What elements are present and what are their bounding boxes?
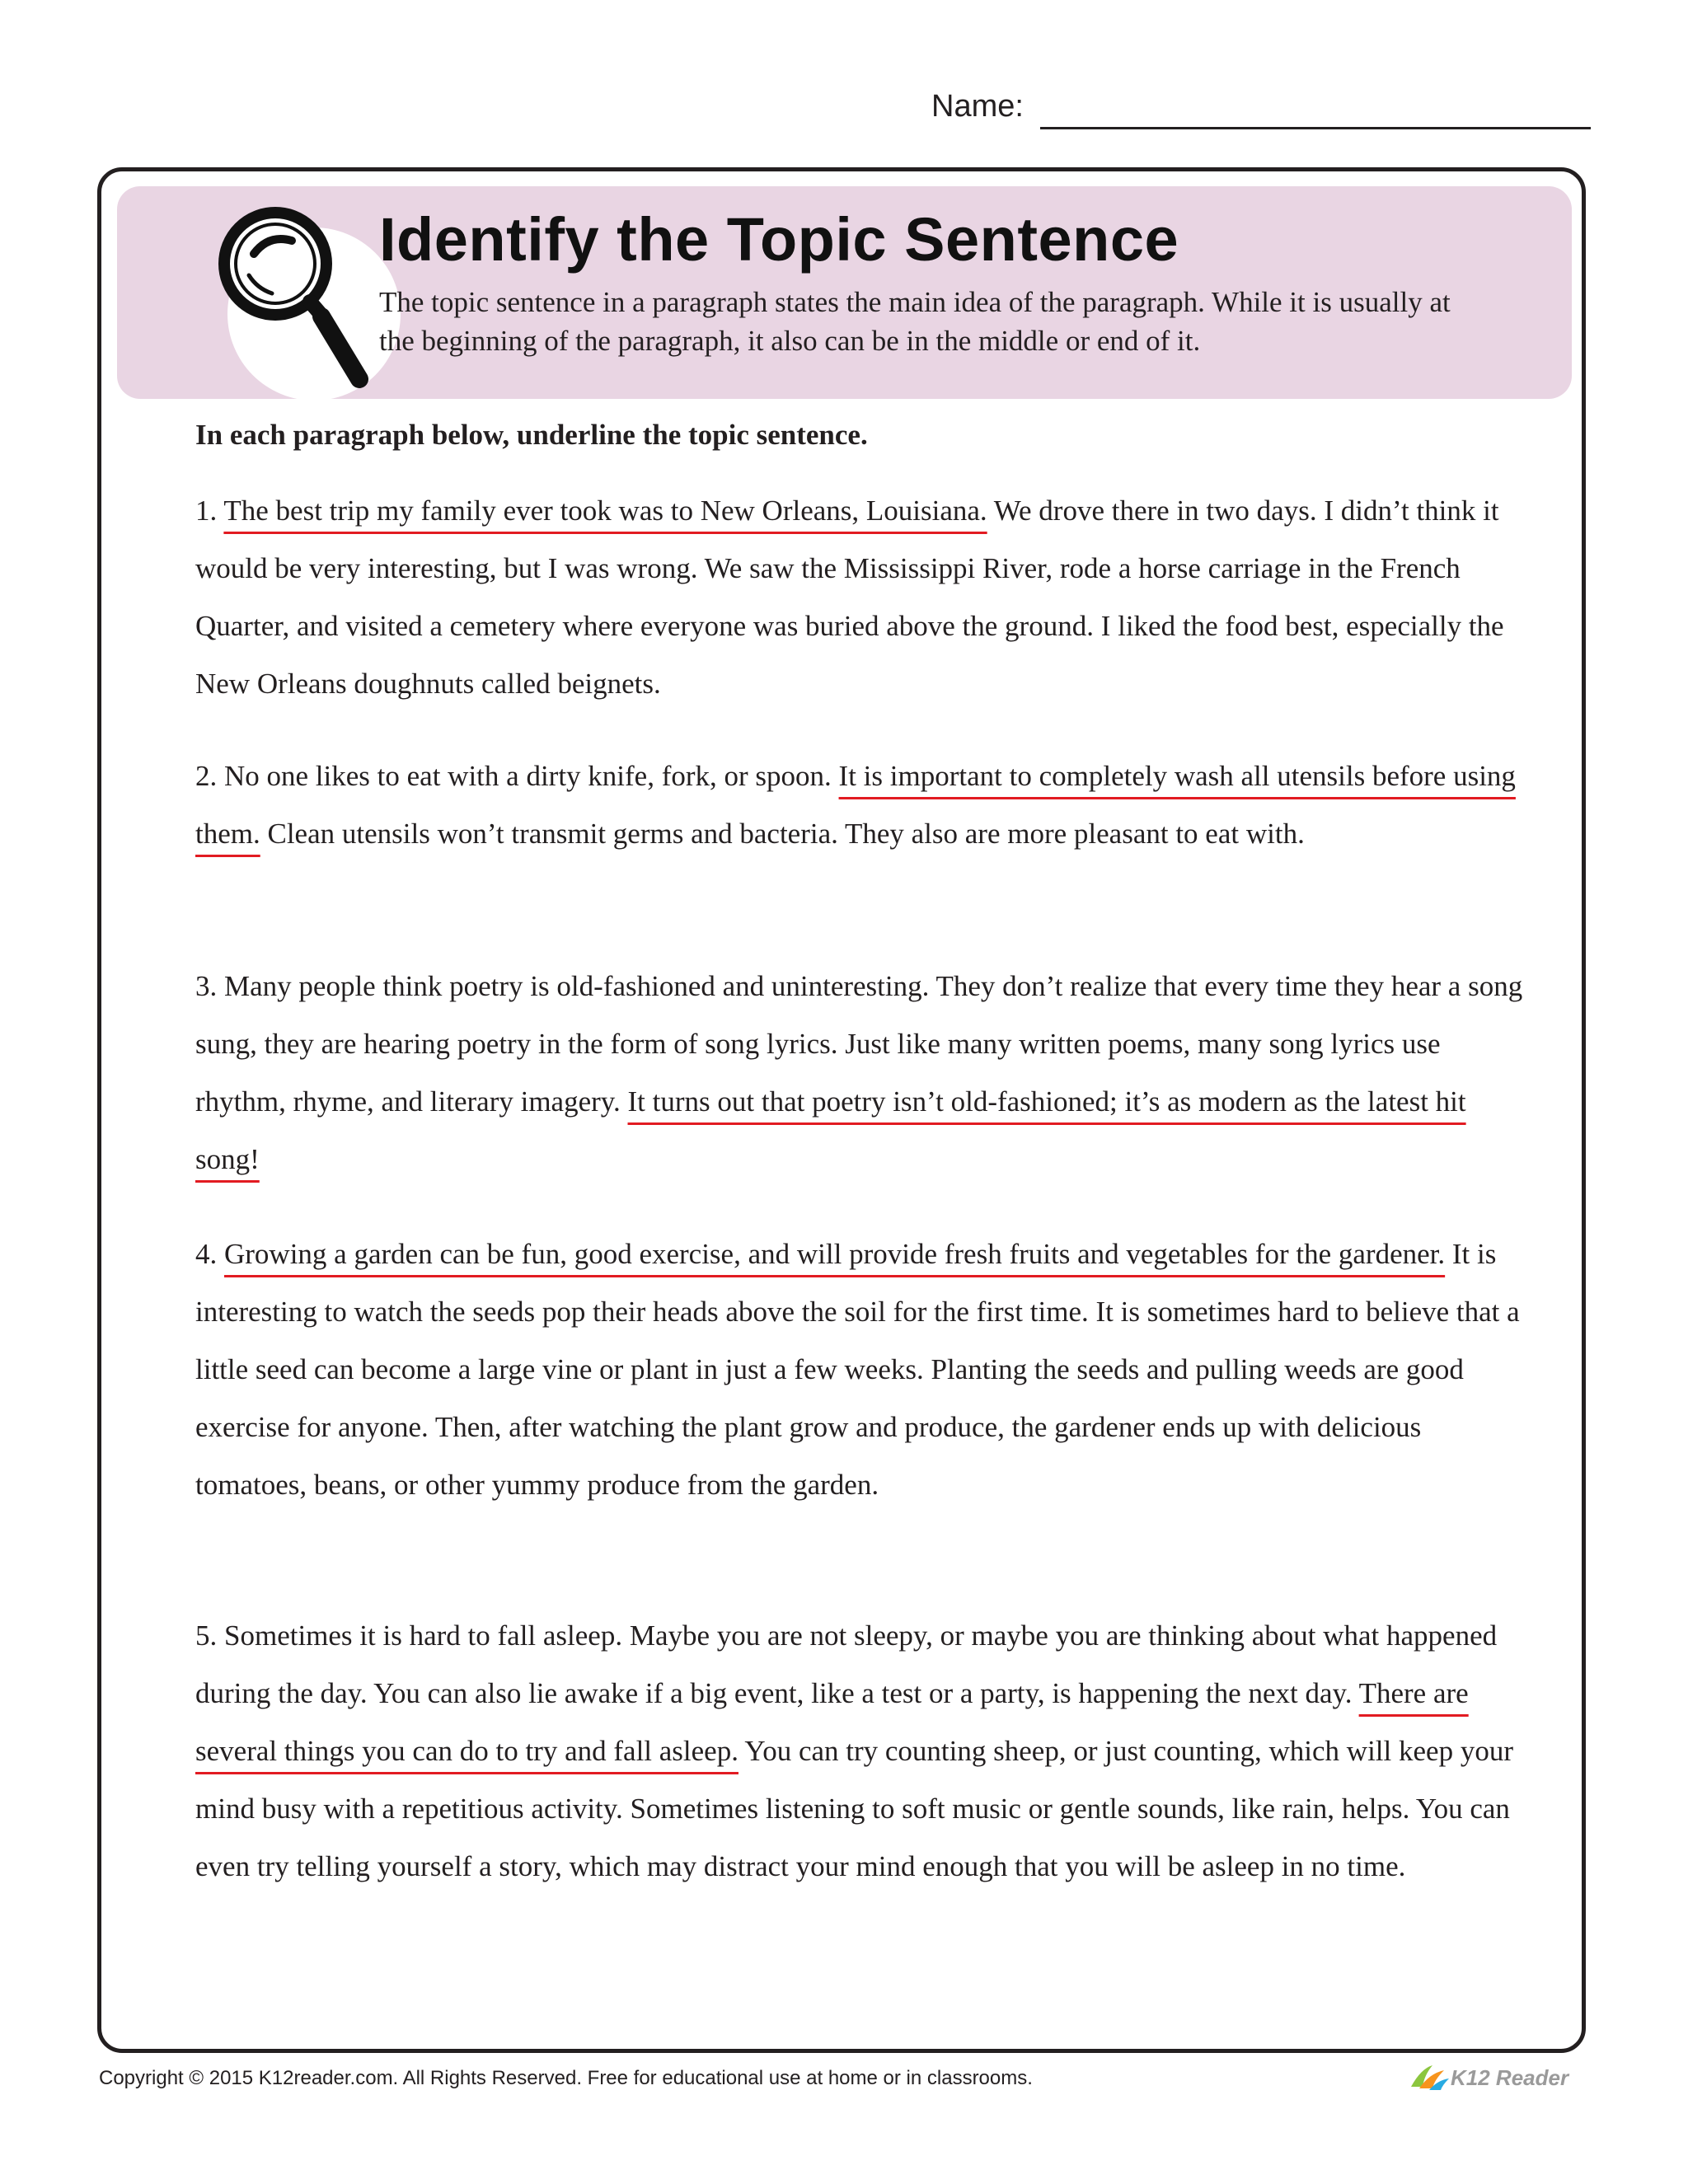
paragraph-text-after: We drove there in two days. I didn’t think it would be very interesting, but I was wrong. We saw the Mississippi River, rode a horse carriage in the French Quarter, and visited a cemetery where everyone was buried above the ground. I liked the food best, especially the New Orleans doughnuts called beignets.: [195, 494, 1504, 700]
topic-sentence-underlined[interactable]: There are several things you can do to try and fall asleep.: [195, 1677, 1469, 1767]
paragraph-2: [195, 748, 1531, 863]
paragraph-number: 2.: [195, 760, 224, 792]
name-blank-line[interactable]: [1040, 127, 1591, 129]
paragraph-text-after: You can try counting sheep, or just counting, which will keep your mind busy with a repetitious activity. Sometimes listening to soft music or gentle sounds, like rain, helps. You can even try telling yourself a story, which may distract your mind enough that you will be asleep in no time.: [195, 1735, 1513, 1882]
paragraph-number: 4.: [195, 1238, 224, 1270]
topic-sentence-underlined[interactable]: It turns out that poetry isn’t old-fashioned; it’s as modern as the latest hit song!: [195, 1085, 1466, 1175]
paragraph-1: [195, 482, 1531, 713]
intro-text: The topic sentence in a paragraph states the main idea of the paragraph. While it is usually at the beginning of the paragraph, it also can be in the middle or end of it.: [379, 286, 1451, 357]
topic-sentence-underlined[interactable]: Growing a garden can be fun, good exercise, and will provide fresh fruits and vegetables for the gardener.: [224, 1238, 1446, 1270]
paragraph-number: 3.: [195, 970, 224, 1002]
name-label: Name:: [931, 89, 1024, 124]
paragraph-4: [195, 1226, 1531, 1514]
instruction-text: In each paragraph below, underline the topic sentence.: [195, 419, 868, 451]
page-title: Identify the Topic Sentence: [379, 205, 1179, 274]
paragraph-number: 1.: [195, 494, 224, 527]
name-field[interactable]: [931, 89, 1591, 138]
paragraph-text-before: No one likes to eat with a dirty knife, fork, or spoon.: [224, 760, 839, 792]
topic-sentence-underlined[interactable]: The best trip my family ever took was to New Orleans, Louisiana.: [223, 494, 987, 527]
paragraph-text-before: Many people think poetry is old-fashioned and uninteresting. They don’t realize that every time they hear a song sung, they are hearing poetry in the form of song lyrics. Just like many written poems, many song lyrics use rhythm, rhyme, and literary imagery.: [195, 970, 1523, 1118]
topic-sentence-underlined[interactable]: It is important to completely wash all utensils before using them.: [195, 760, 1516, 850]
paragraph-5: [195, 1607, 1531, 1896]
book-leaf-icon: [1408, 2062, 1451, 2092]
copyright-text: Copyright © 2015 K12reader.com. All Rights Reserved. Free for educational use at home or in classrooms.: [99, 2067, 1033, 2089]
paragraph-text-after: It is interesting to watch the seeds pop their heads above the soil for the first time. It is sometimes hard to believe that a little seed can become a large vine or plant in just a few weeks. Planting the seeds and pulling weeds are good exercise for anyone. Then, after watching the plant grow and produce, the gardener ends up with delicious tomatoes, beans, or other yummy produce from the garden.: [195, 1238, 1520, 1501]
paragraph-number: 5.: [195, 1619, 224, 1652]
paragraph-text-before: Sometimes it is hard to fall asleep. Maybe you are not sleepy, or maybe you are thinking about what happened during the day. You can also lie awake if a big event, like a test or a party, is happening the next day.: [195, 1619, 1498, 1709]
magnifying-glass-icon: [208, 196, 373, 394]
paragraph-text-after: Clean utensils won’t transmit germs and bacteria. They also are more pleasant to eat with.: [260, 818, 1305, 850]
logo-text: K12 Reader: [1451, 2065, 1569, 2090]
k12reader-logo[interactable]: [1408, 2059, 1589, 2095]
paragraph-3: [195, 958, 1531, 1188]
